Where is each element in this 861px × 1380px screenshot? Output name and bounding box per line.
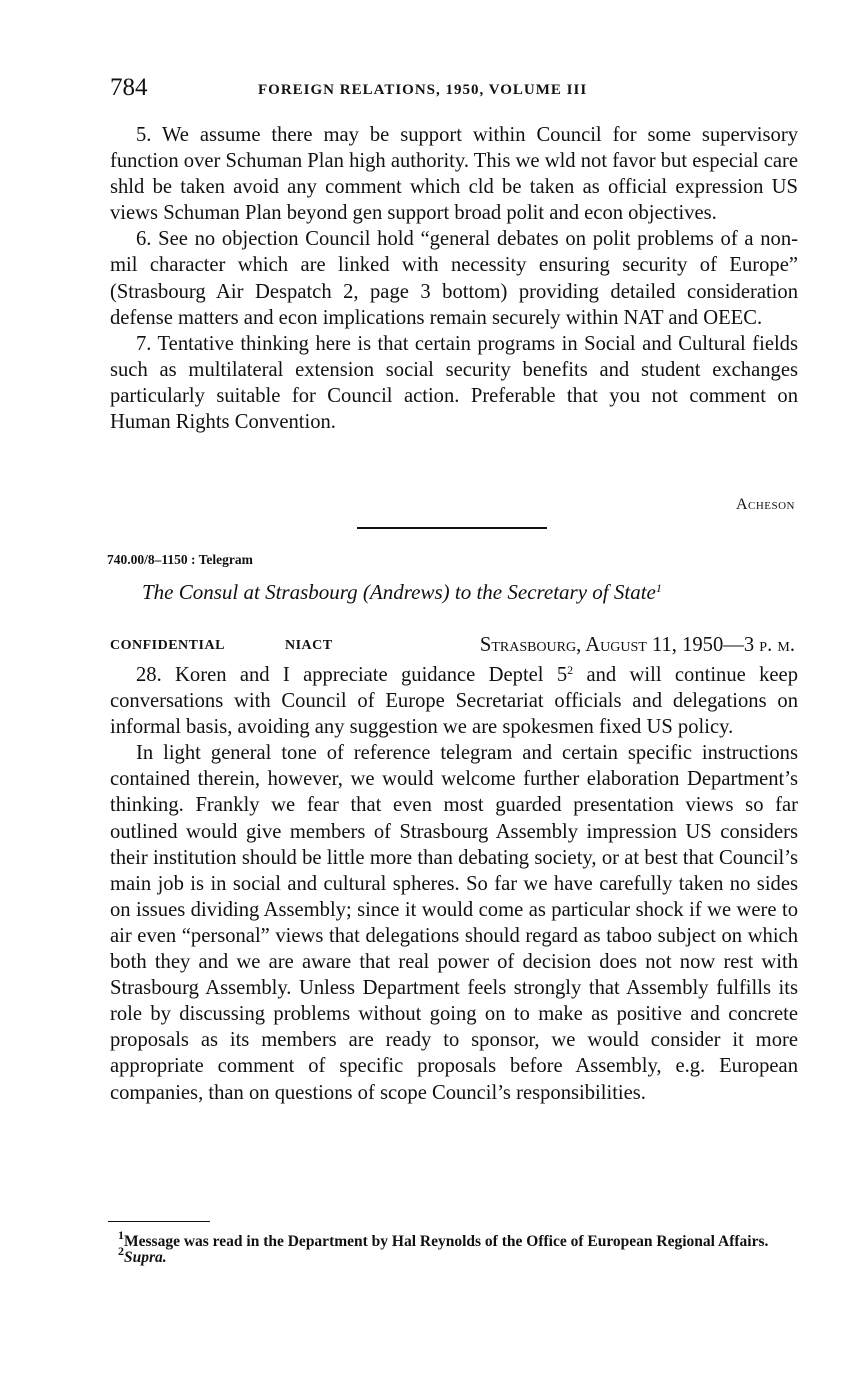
document-title xyxy=(142,580,662,605)
paragraph-light-general: In light general tone of reference telegram and certain specific instructions contained therein, however, we would welcome further elaboration Department’s thinking. Frankly we fear that even most guarded presentation views so far outlined would give members of Strasbourg Assembly impression US considers their institution should be little more than debating society, or at best that Council’s main job is in social and cultural spheres. So far we have carefully taken no sides on issues dividing Assembly; since it would come as particular shock if we were to air even “personal” views that delegations should regard as taboo subject on which both they and we are aware that real power of decision does not now rest with Strasbourg Assembly. Unless Department feels strongly that Assembly fulfills its role by discussing problems without going on to make as positive and concrete proposals as its members are ready to sponsor, we would consider it more appropriate comment of specific proposals before Assembly, e.g. European companies, than on questions of scope Council’s responsibilities. xyxy=(110,742,798,1104)
paragraph-6: 6. See no objection Council hold “general debates on polit problems of a non-mil character which are linked with necessity ensuring security of Europe” (Strasbourg Air Despatch 2, page 3 bottom) providing detailed consideration defense matters and econ implications remain securely within NAT and OEEC. xyxy=(110,228,798,329)
title-footnote-marker: 1 xyxy=(655,581,662,595)
footnote-2-mark: 2 xyxy=(118,1244,124,1258)
paragraph-28-end: and will continue keep conversations with Council of Europe Secretariat officials and delegations on informal basis, avoiding any suggestion we are spokesmen fixed US policy. xyxy=(110,664,798,739)
classification: CONFIDENTIAL xyxy=(110,638,225,653)
classification-line xyxy=(110,634,800,660)
footnote-1-text: Message was read in the Department by Hal Reynolds of the Office of European Regional Affairs. xyxy=(124,1233,769,1250)
place-date: Strasbourg, August 11, 1950—3 p. m. xyxy=(479,634,795,656)
footnote-1-mark: 1 xyxy=(118,1228,124,1242)
footnote-2 xyxy=(104,1244,790,1266)
page-header xyxy=(110,74,800,106)
running-head: FOREIGN RELATIONS, 1950, VOLUME III xyxy=(258,82,588,98)
signature: Acheson xyxy=(735,496,795,513)
paragraph-28 xyxy=(110,662,798,740)
paragraph-28-start: 28. Koren and I appreciate guidance Deptel 5 xyxy=(136,664,568,686)
paragraph-7: 7. Tentative thinking here is that certain programs in Social and Cultural fields such as multilateral extension social security benefits and student exchanges particularly suitable for Council action. Preferable that you not comment on Human Rights Convention. xyxy=(110,332,798,434)
prior-document-body xyxy=(110,122,798,435)
deptel-footnote-marker: 2 xyxy=(567,663,574,677)
footnotes xyxy=(104,1228,790,1266)
section-divider xyxy=(357,527,547,529)
document-title-text: The Consul at Strasbourg (Andrews) to the Secretary of State xyxy=(142,580,656,604)
paragraph-5: 5. We assume there may be support within Council for some supervisory function over Schuman Plan high authority. This we wld not favor but especial care shld be taken avoid any comment which cld be taken as official expression US views Schuman Plan beyond gen support broad polit and econ objectives. xyxy=(110,124,798,225)
footnote-1 xyxy=(104,1228,790,1250)
file-reference: 740.00/8–1150 : Telegram xyxy=(107,552,253,567)
footnote-divider xyxy=(108,1221,210,1222)
page-number: 784 xyxy=(110,74,148,101)
precedence: NIACT xyxy=(285,638,333,653)
footnote-2-text: Supra. xyxy=(124,1249,167,1266)
telegram-body xyxy=(110,662,798,1106)
